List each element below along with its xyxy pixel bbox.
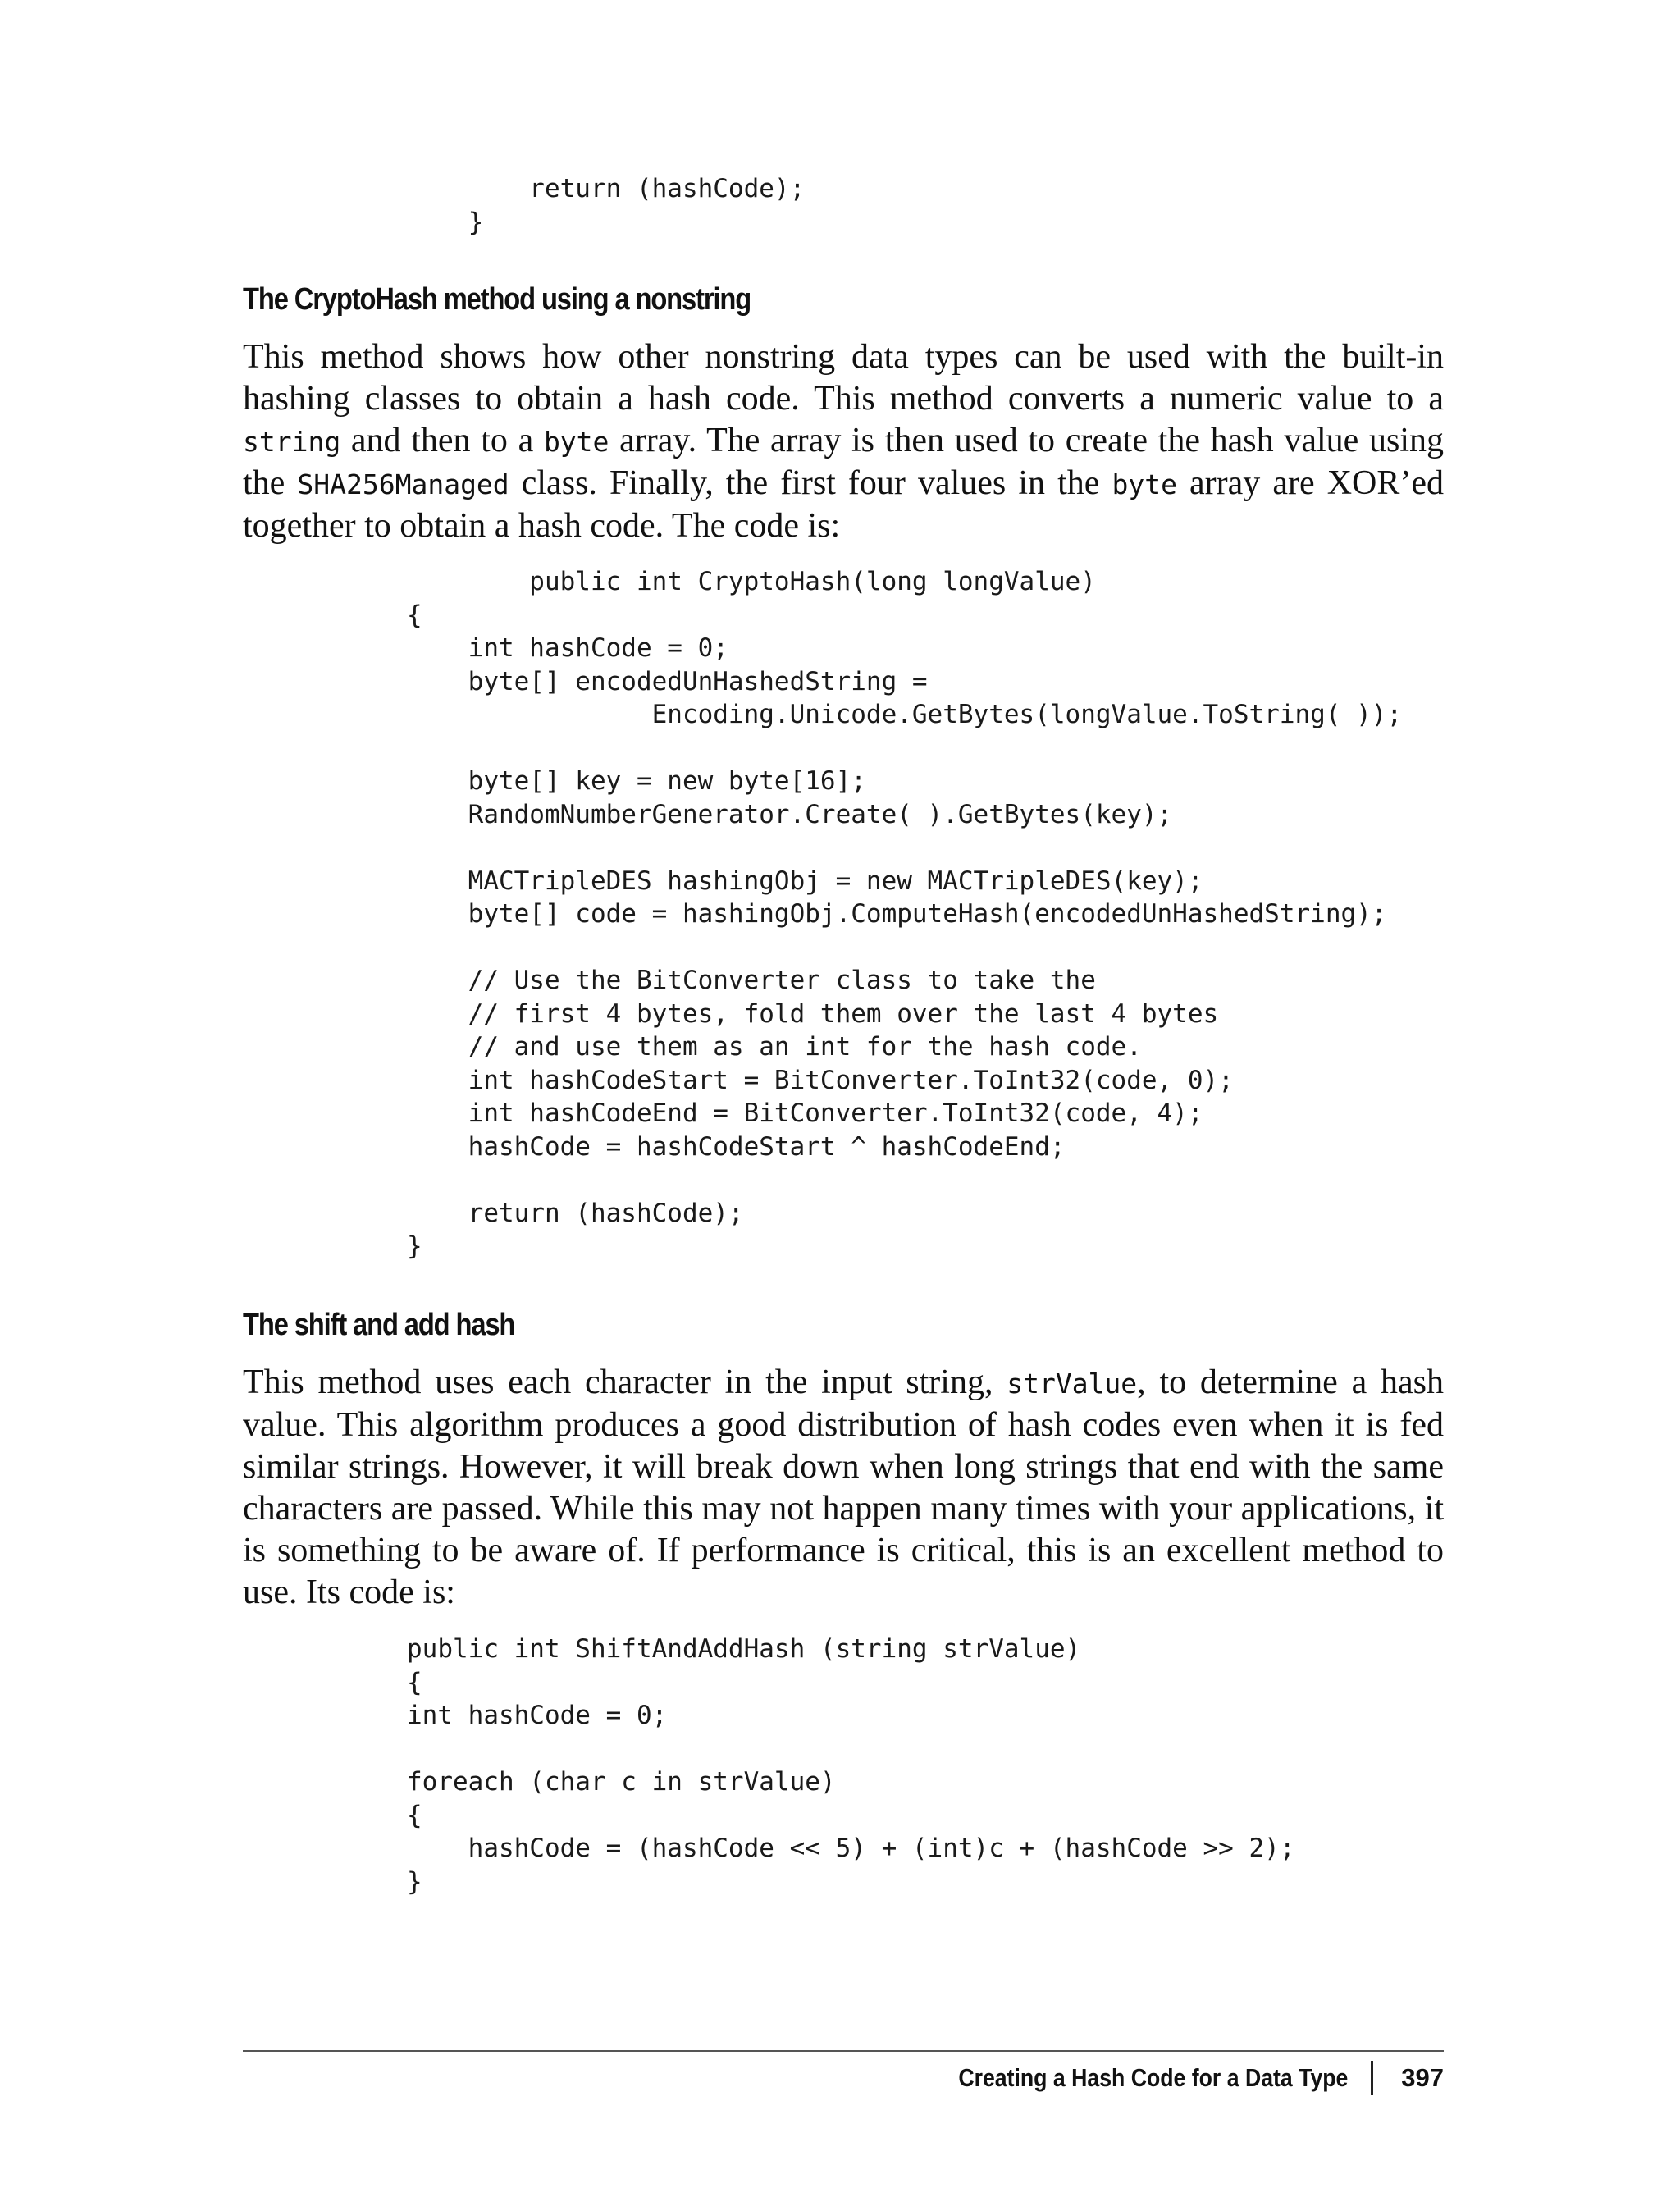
- page-footer: [895, 2061, 1444, 2095]
- footer-rule: [243, 2050, 1444, 2052]
- inline-code: string: [243, 426, 341, 458]
- footer-separator: [1371, 2061, 1373, 2095]
- paragraph-text: array are XOR’ed together to obtain a hash code. The code is:: [243, 464, 1444, 545]
- inline-code: byte: [1112, 468, 1177, 500]
- inline-code: SHA256Managed: [297, 468, 509, 500]
- inline-code: strValue: [1007, 1368, 1138, 1400]
- paragraph-text: , to determine a hash value. This algorithm produces a good distribution of hash codes even when it is fed similar strings. However, it will break down when long strings that end with the same characters are passed. While this may not happen many times with your applications, it is something to be aware of. If performance is critical, this is an excellent method to use. Its code is:: [243, 1363, 1444, 1611]
- paragraph-text: This method uses each character in the input string,: [243, 1363, 1007, 1401]
- code-block-top: return (hashCode); }: [468, 174, 806, 237]
- paragraph-text: class. Finally, the first four values in the: [509, 464, 1112, 502]
- code-block-shift-add: public int ShiftAndAddHash (string strValue) { int hashCode = 0; foreach (char c in strValue) { hashCode = (hashCode << 5) + (int)c + (hashCode >> 2); }: [407, 1634, 1295, 1897]
- page-number: 397: [1401, 2063, 1444, 2092]
- inline-code: byte: [543, 426, 609, 458]
- paragraph-text: This method shows how other nonstring data types can be used with the built-in hashing classes to obtain a hash code. This method converts a numeric value to a: [243, 338, 1444, 418]
- running-footer-title: Creating a Hash Code for a Data Type: [958, 2063, 1349, 2092]
- code-block-cryptohash: public int CryptoHash(long longValue) { int hashCode = 0; byte[] encodedUnHashedString = Encoding.Unicode.GetBytes(longValue.ToString( )); byte[] key = new byte[16]; RandomNumberGenerator.Create( ).GetBytes(key); MACTripleDES hashingObj = new MACTripleDES(key); byte[] code = hashingObj.ComputeHash(encodedUnHashedString); // Use the BitConverter class to take the // first 4 bytes, fold them over the last 4 bytes // and use them as an int for the hash code. int hashCodeStart = BitConverter.ToInt32(code, 0); int hashCodeEnd = BitConverter.ToInt32(code, 4); hashCode = hashCodeStart ^ hashCodeEnd; return (hashCode); }: [407, 567, 1403, 1261]
- paragraph-text: array. The array is then used to create the hash value using the: [243, 422, 1444, 502]
- section-heading-cryptohash: The CryptoHash method using a nonstring: [243, 282, 751, 317]
- section-heading-shift-add: The shift and add hash: [243, 1308, 515, 1342]
- paragraph-cryptohash: [243, 336, 1444, 547]
- paragraph-text: and then to a: [340, 422, 544, 459]
- paragraph-shift-add: [243, 1362, 1444, 1614]
